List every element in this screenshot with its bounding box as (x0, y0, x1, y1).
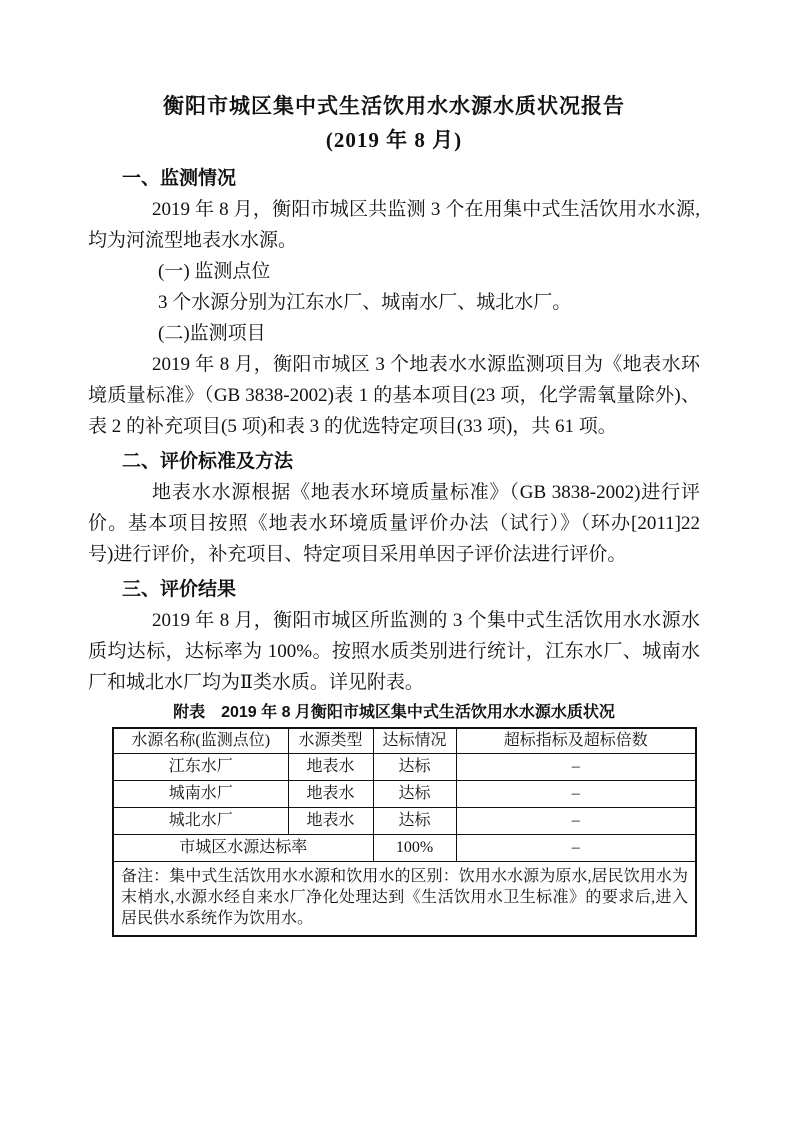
table-row (113, 754, 696, 781)
table-row (113, 808, 696, 835)
section-2-heading: 二、评价标准及方法 (122, 451, 294, 472)
note-row (113, 862, 696, 937)
cell-source-type: 地表水 (288, 808, 373, 835)
section-1-paragraph: 2019 年 8 月，衡阳市城区共监测 3 个在用集中式生活饮用水水源,均为河流型地表水水源。 (88, 199, 700, 251)
cell-compliance: 达标 (373, 781, 456, 808)
col-header-source-type: 水源类型 (288, 728, 373, 754)
col-header-exceedance: 超标指标及超标倍数 (456, 728, 696, 754)
cell-exceedance: – (456, 808, 696, 835)
section-1-paragraph-2: 2019 年 8 月，衡阳市城区 3 个地表水水源监测项目为《地表水环境质量标准》（GB 3838-2002)表 1 的基本项目(23 项，化学需氧量除外)、表 2 的补充项目(5 项)和表 3 的优选特定项目(33 项)，共 61 项。 (88, 354, 700, 437)
cell-source-type: 地表水 (288, 754, 373, 781)
section-2-paragraph: 地表水水源根据《地表水环境质量标准》（GB 3838-2002)进行评价。基本项目按照《地表水环境质量评价办法（试行）》（环办[2011]22 号)进行评价，补充项目、特定项目采用单因子评价法进行评价。 (88, 482, 700, 565)
section-3-heading: 三、评价结果 (122, 579, 237, 600)
section-1-subtext-1: 3 个水源分别为江东水厂、城南水厂、城北水厂。 (158, 292, 572, 313)
compliance-rate-row (113, 835, 696, 862)
cell-source-name: 江东水厂 (113, 754, 288, 781)
col-header-source-name: 水源名称(监测点位) (113, 728, 288, 754)
section-1-heading: 一、监测情况 (122, 168, 237, 189)
water-quality-table (112, 727, 697, 937)
cell-compliance: 达标 (373, 808, 456, 835)
doc-subtitle: (2019 年 8 月) (325, 128, 463, 152)
appendix-caption-label: 附表 (173, 704, 206, 721)
cell-exceedance: – (456, 754, 696, 781)
cell-source-name: 城北水厂 (113, 808, 288, 835)
section-1-subheading-2: (二)监测项目 (158, 323, 266, 344)
section-1-subheading-1: (一) 监测点位 (158, 261, 271, 282)
cell-rate-label: 市城区水源达标率 (113, 835, 373, 862)
section-3-paragraph: 2019 年 8 月，衡阳市城区所监测的 3 个集中式生活饮用水水源水质均达标，达标率为 100%。按照水质类别进行统计，江东水厂、城南水厂和城北水厂均为Ⅱ类水质。详见附表。 (88, 610, 700, 693)
cell-exceedance: – (456, 781, 696, 808)
appendix-caption (88, 701, 700, 725)
col-header-compliance: 达标情况 (373, 728, 456, 754)
table-row (113, 781, 696, 808)
doc-title: 衡阳市城区集中式生活饮用水水源水质状况报告 (163, 94, 625, 118)
cell-source-type: 地表水 (288, 781, 373, 808)
table-note: 备注：集中式生活饮用水水源和饮用水的区别：饮用水水源为原水,居民饮用水为末梢水,水源水经自来水厂净化处理达到《生活饮用水卫生标准》的要求后,进入居民供水系统作为饮用水。 (113, 862, 696, 937)
appendix-caption-title: 2019 年 8 月衡阳市城区集中式生活饮用水水源水质状况 (221, 704, 615, 721)
cell-rate-exceedance: – (456, 835, 696, 862)
table-header-row (113, 728, 696, 754)
cell-rate-value: 100% (373, 835, 456, 862)
cell-compliance: 达标 (373, 754, 456, 781)
cell-source-name: 城南水厂 (113, 781, 288, 808)
